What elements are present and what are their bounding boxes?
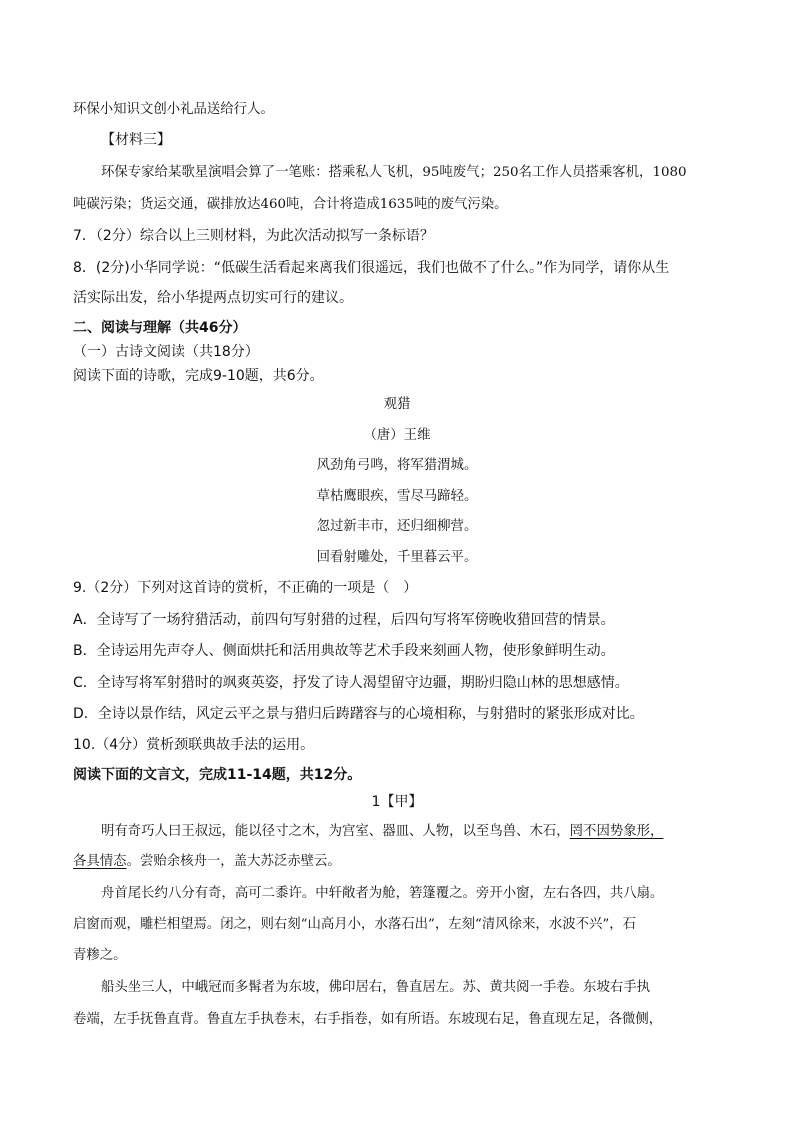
passage-line: 舟首尾长约八分有奇，高可二黍许。中轩敞者为舱，箬篷覆之。旁开小窗，左右各四，共八扇。 [101, 886, 664, 901]
option-d: D．全诗以景作结，风定云平之景与猎归后踌躇容与的心境相称，与射猎时的紧张形成对比。 [73, 706, 644, 722]
instruction: 阅读下面的诗歌，完成9-10题，共6分。 [73, 368, 324, 384]
passage-line [73, 852, 341, 872]
poem-title: 观猎 [383, 397, 411, 412]
passage-line: 启窗而观，雕栏相望焉。闭之，则右刻“山高月小，水落石出”，左刻“清风徐来，水波不兴”，石 [73, 917, 637, 932]
passage-line: 船头坐三人，中峨冠而多髯者为东坡，佛印居右，鲁直居左。苏、黄共阅一手卷。东坡右手执 [101, 980, 651, 995]
poem-line: 忽过新丰市，还归细柳营。 [316, 519, 478, 534]
subsection-heading: （一）古诗文阅读（共18分） [73, 344, 259, 360]
option-c: C．全诗写将军射猎时的飒爽英姿，抒发了诗人渴望留守边疆，期盼归隐山林的思想感情。 [73, 675, 629, 691]
question-8-line2: 活实际出发，给小华提两点切实可行的建议。 [73, 290, 353, 306]
passage-text: 明有奇巧人曰王叔远，能以径寸之木，为宫室、器皿、人物，以至鸟兽、木石， [101, 824, 570, 839]
question-10: 10.（4分）赏析颈联典故手法的运用。 [73, 737, 315, 753]
passage-line: 青糁之。 [73, 948, 127, 963]
poem-line: 草枯鹰眼疾，雪尽马蹄轻。 [316, 489, 478, 504]
section-heading: 二、阅读与理解（共46分） [73, 320, 247, 336]
text-line: 吨碳污染；货运交通，碳排放达460吨，合计将造成1635吨的废气污染。 [73, 197, 508, 212]
question-7: 7．（2分）综合以上三则材料，为此次活动拟写一条标语？ [73, 228, 434, 244]
material-three-heading: 【材料三】 [101, 132, 171, 148]
underlined-phrase: 各具情态 [73, 854, 127, 869]
question-9: 9.（2分）下列对这首诗的赏析，不正确的一项是（ ） [73, 580, 418, 596]
poem-author: （唐）王维 [363, 428, 431, 443]
text-line: 环保小知识文创小礼品送给行人。 [73, 102, 274, 117]
question-8-line1: 8．(2分)小华同学说：“低碳生活看起来离我们很遥远，我们也做不了什么。”作为同学，请你从生 [73, 260, 670, 276]
option-a: A．全诗写了一场狩猎活动，前四句写射猎的过程，后四句写将军傍晚收猎回营的情景。 [73, 612, 615, 628]
passage-label: 1【甲】 [371, 794, 423, 810]
instruction: 阅读下面的文言文，完成11-14题，共12分。 [73, 767, 362, 783]
text-line: 环保专家给某歌星演唱会算了一笔账：搭乘私人飞机，95吨废气；250名工作人员搭乘客机，1080 [101, 165, 687, 180]
poem-line: 回看射雕处，千里暮云平。 [316, 550, 478, 565]
passage-text: 。尝贻余核舟一，盖大苏泛赤壁云。 [126, 854, 341, 869]
underlined-phrase: 罔不因势象形， [569, 824, 664, 839]
poem-line: 风劲角弓鸣，将军猎渭城。 [316, 458, 478, 473]
passage-line [101, 822, 663, 842]
passage-line: 卷端，左手抚鲁直背。鲁直左手执卷末，右手指卷，如有所语。东坡现右足，鲁直现左足，各微侧， [73, 1012, 663, 1027]
option-b: B．全诗运用先声夺人、侧面烘托和活用典故等艺术手段来刻画人物，使形象鲜明生动。 [73, 643, 615, 659]
